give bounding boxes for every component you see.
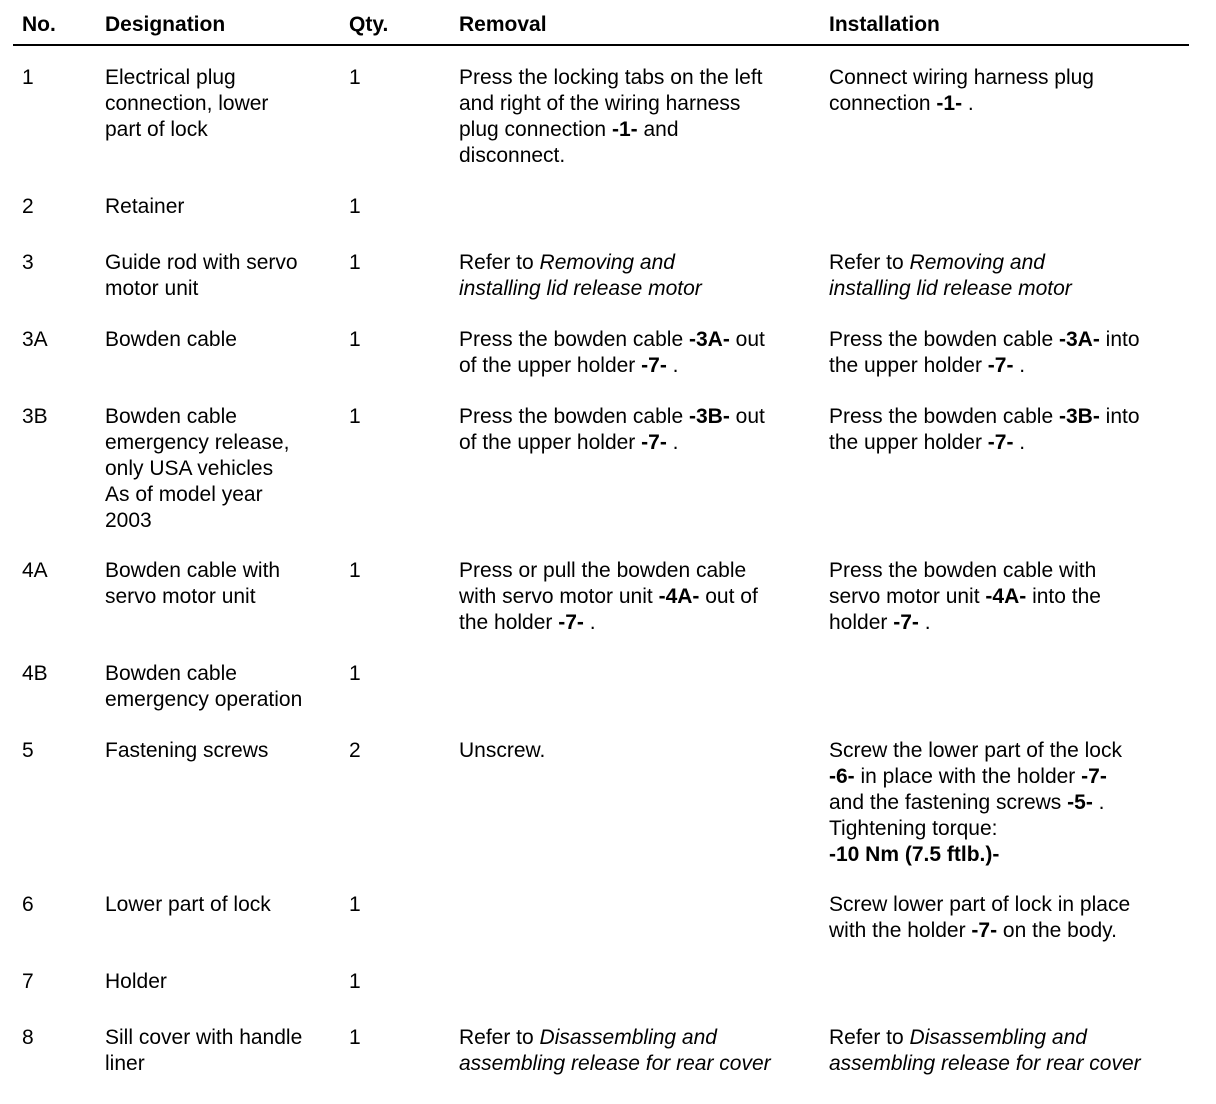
text-run: Unscrew. <box>459 739 546 762</box>
text-run: . <box>666 431 679 454</box>
item-designation <box>105 404 343 534</box>
removal-instructions-line <box>459 404 824 430</box>
text-run: Screw the lower part of the lock <box>829 739 1122 762</box>
cross-reference-link-text: Disassembling and <box>909 1026 1087 1049</box>
item-quantity: 1 <box>349 893 361 916</box>
cross-reference-link-text: Disassembling and <box>539 1026 717 1049</box>
text-run: into <box>1099 328 1140 351</box>
installation-instructions-line <box>829 558 1194 584</box>
removal-instructions-line <box>459 1025 824 1051</box>
text-run: . <box>1013 431 1026 454</box>
installation-instructions <box>829 892 1194 944</box>
item-designation-line: Bowden cable <box>105 662 237 685</box>
text-run: . <box>1092 791 1105 814</box>
part-reference: -1- <box>936 92 963 115</box>
installation-instructions-line <box>829 584 1194 610</box>
text-run: and <box>637 118 679 141</box>
item-designation <box>105 558 343 610</box>
part-reference: -3A- <box>1058 328 1100 351</box>
item-number: 8 <box>22 1026 34 1049</box>
cross-reference-link-text: assembling release for rear cover <box>459 1052 771 1075</box>
header-qty: Qty. <box>349 13 389 36</box>
text-run: Connect wiring harness plug <box>829 66 1094 89</box>
item-number: 2 <box>22 195 34 218</box>
part-reference: -10 Nm (7.5 ftlb.)- <box>829 843 1000 866</box>
item-designation <box>105 661 343 713</box>
removal-instructions <box>459 404 824 456</box>
removal-instructions <box>459 250 824 302</box>
item-quantity: 1 <box>349 405 361 428</box>
part-reference: -4A- <box>985 585 1027 608</box>
item-designation <box>105 250 343 302</box>
removal-instructions <box>459 558 824 636</box>
item-quantity: 1 <box>349 559 361 582</box>
installation-instructions-line <box>829 353 1194 379</box>
removal-instructions <box>459 327 824 379</box>
part-reference: -7- <box>641 431 667 454</box>
cross-reference-link-text: Removing and <box>909 251 1045 274</box>
header-installation: Installation <box>829 13 940 36</box>
cross-reference-link-text: installing lid release motor <box>829 277 1072 300</box>
parts-table <box>13 0 1189 1075</box>
item-designation-line: Sill cover with handle <box>105 1026 303 1049</box>
text-run: Tightening torque: <box>829 817 998 840</box>
removal-instructions-line <box>459 117 824 143</box>
text-run: and the fastening screws <box>829 791 1068 814</box>
item-designation-line: As of model year <box>105 483 263 506</box>
item-designation-line: 2003 <box>105 509 152 532</box>
text-run: out <box>729 328 765 351</box>
text-run: Press the bowden cable with <box>829 559 1097 582</box>
installation-instructions-line <box>829 892 1194 918</box>
item-designation <box>105 327 343 353</box>
item-quantity: 1 <box>349 195 361 218</box>
installation-instructions <box>829 1025 1194 1077</box>
text-run: into <box>1099 405 1140 428</box>
removal-instructions-line <box>459 430 824 456</box>
installation-instructions-line <box>829 276 1194 302</box>
item-quantity: 1 <box>349 251 361 274</box>
part-reference: -5- <box>1067 791 1093 814</box>
installation-instructions-line <box>829 327 1194 353</box>
installation-instructions-line <box>829 1051 1194 1077</box>
item-quantity: 2 <box>349 739 361 762</box>
text-run: with the holder <box>829 919 972 942</box>
installation-instructions-line <box>829 404 1194 430</box>
item-number: 7 <box>22 970 34 993</box>
item-designation-line: Electrical plug <box>105 66 236 89</box>
text-run: of the upper holder <box>459 354 642 377</box>
text-run: Screw lower part of lock in place <box>829 893 1131 916</box>
part-reference: -3B- <box>1058 405 1100 428</box>
installation-instructions-line <box>829 842 1194 868</box>
installation-instructions-line <box>829 250 1194 276</box>
text-run: the upper holder <box>829 354 988 377</box>
removal-instructions-line <box>459 276 824 302</box>
removal-instructions <box>459 65 824 169</box>
item-designation-line: Bowden cable <box>105 328 237 351</box>
part-reference: -4A- <box>658 585 700 608</box>
item-number: 3B <box>22 405 48 428</box>
text-run: Refer to <box>459 1026 540 1049</box>
installation-instructions-line <box>829 610 1194 636</box>
item-designation-line: part of lock <box>105 118 208 141</box>
item-number: 6 <box>22 893 34 916</box>
part-reference: -7- <box>971 919 998 942</box>
removal-instructions <box>459 1025 824 1077</box>
item-designation-line: Lower part of lock <box>105 893 271 916</box>
text-run: . <box>962 92 974 115</box>
item-designation-line: Retainer <box>105 195 185 218</box>
text-run: of the upper holder <box>459 431 642 454</box>
item-designation <box>105 65 343 143</box>
item-number: 5 <box>22 739 34 762</box>
text-run: . <box>918 611 931 634</box>
text-run: Press or pull the bowden cable <box>459 559 747 582</box>
removal-instructions <box>459 738 824 764</box>
removal-instructions-line <box>459 1051 824 1077</box>
installation-instructions-line <box>829 1025 1194 1051</box>
removal-instructions-line <box>459 558 824 584</box>
text-run: connection <box>829 92 937 115</box>
cross-reference-link-text: Removing and <box>539 251 675 274</box>
item-designation-line: motor unit <box>105 277 199 300</box>
item-number: 3A <box>22 328 48 351</box>
item-designation <box>105 892 343 918</box>
part-reference: -7- <box>893 611 919 634</box>
item-number: 4A <box>22 559 48 582</box>
text-run: into the <box>1026 585 1101 608</box>
installation-instructions <box>829 250 1194 302</box>
installation-instructions <box>829 738 1194 868</box>
item-number: 4B <box>22 662 48 685</box>
header-removal: Removal <box>459 13 547 36</box>
item-number: 1 <box>22 66 34 89</box>
text-run: Press the bowden cable <box>459 405 689 428</box>
text-run: servo motor unit <box>829 585 986 608</box>
part-reference: -7- <box>987 431 1014 454</box>
installation-instructions-line <box>829 816 1194 842</box>
text-run: out <box>729 405 765 428</box>
text-run: with servo motor unit <box>459 585 659 608</box>
text-run: plug connection <box>459 118 612 141</box>
part-reference: -7- <box>641 354 667 377</box>
text-run: disconnect. <box>459 144 566 167</box>
text-run: out of <box>699 585 758 608</box>
text-run: . <box>666 354 679 377</box>
installation-instructions-line <box>829 430 1194 456</box>
item-number: 3 <box>22 251 34 274</box>
item-designation-line: Guide rod with servo <box>105 251 298 274</box>
item-designation-line: connection, lower <box>105 92 269 115</box>
item-designation <box>105 194 343 220</box>
installation-instructions <box>829 558 1194 636</box>
text-run: in place with the holder <box>854 765 1082 788</box>
text-run: Press the bowden cable <box>459 328 689 351</box>
removal-instructions-line <box>459 738 824 764</box>
cross-reference-link-text: installing lid release motor <box>459 277 702 300</box>
text-run: . <box>1013 354 1026 377</box>
item-quantity: 1 <box>349 66 361 89</box>
part-reference: -6- <box>829 765 855 788</box>
text-run: Press the bowden cable <box>829 405 1059 428</box>
item-designation-line: only USA vehicles <box>105 457 274 480</box>
text-run: on the body. <box>997 919 1117 942</box>
text-run: and right of the wiring harness <box>459 92 741 115</box>
table-header <box>13 0 1189 46</box>
item-designation-line: Fastening screws <box>105 739 269 762</box>
cross-reference-link-text: assembling release for rear cover <box>829 1052 1141 1075</box>
installation-instructions <box>829 327 1194 379</box>
installation-instructions-line <box>829 65 1194 91</box>
removal-instructions-line <box>459 327 824 353</box>
item-designation <box>105 738 343 764</box>
item-quantity: 1 <box>349 1026 361 1049</box>
installation-instructions <box>829 404 1194 456</box>
installation-instructions-line <box>829 738 1194 764</box>
item-designation-line: emergency operation <box>105 688 303 711</box>
removal-instructions-line <box>459 353 824 379</box>
text-run: . <box>583 611 596 634</box>
removal-instructions-line <box>459 584 824 610</box>
removal-instructions-line <box>459 65 824 91</box>
text-run: Refer to <box>829 1026 910 1049</box>
item-designation-line: Bowden cable <box>105 405 237 428</box>
item-designation <box>105 1025 343 1077</box>
removal-instructions-line <box>459 610 824 636</box>
removal-instructions-line <box>459 91 824 117</box>
text-run: the holder <box>459 611 559 634</box>
part-reference: -7- <box>558 611 584 634</box>
item-designation-line: Holder <box>105 970 167 993</box>
text-run: holder <box>829 611 894 634</box>
text-run: Press the locking tabs on the left <box>459 66 763 89</box>
header-no: No. <box>22 13 56 36</box>
item-designation <box>105 969 343 995</box>
item-quantity: 1 <box>349 970 361 993</box>
installation-instructions-line <box>829 918 1194 944</box>
item-quantity: 1 <box>349 328 361 351</box>
text-run: Refer to <box>459 251 540 274</box>
item-designation-line: emergency release, <box>105 431 290 454</box>
item-designation-line: servo motor unit <box>105 585 256 608</box>
part-reference: -1- <box>611 118 638 141</box>
item-designation-line: liner <box>105 1052 145 1075</box>
installation-instructions <box>829 65 1194 117</box>
text-run: Press the bowden cable <box>829 328 1059 351</box>
text-run: Refer to <box>829 251 910 274</box>
part-reference: -3A- <box>688 328 730 351</box>
installation-instructions-line <box>829 91 1194 117</box>
removal-instructions-line <box>459 143 824 169</box>
item-quantity: 1 <box>349 662 361 685</box>
installation-instructions-line <box>829 790 1194 816</box>
header-designation: Designation <box>105 13 226 36</box>
part-reference: -7- <box>987 354 1014 377</box>
item-designation-line: Bowden cable with <box>105 559 281 582</box>
text-run: the upper holder <box>829 431 988 454</box>
installation-instructions-line <box>829 764 1194 790</box>
part-reference: -7- <box>1081 765 1107 788</box>
removal-instructions-line <box>459 250 824 276</box>
part-reference: -3B- <box>688 405 730 428</box>
